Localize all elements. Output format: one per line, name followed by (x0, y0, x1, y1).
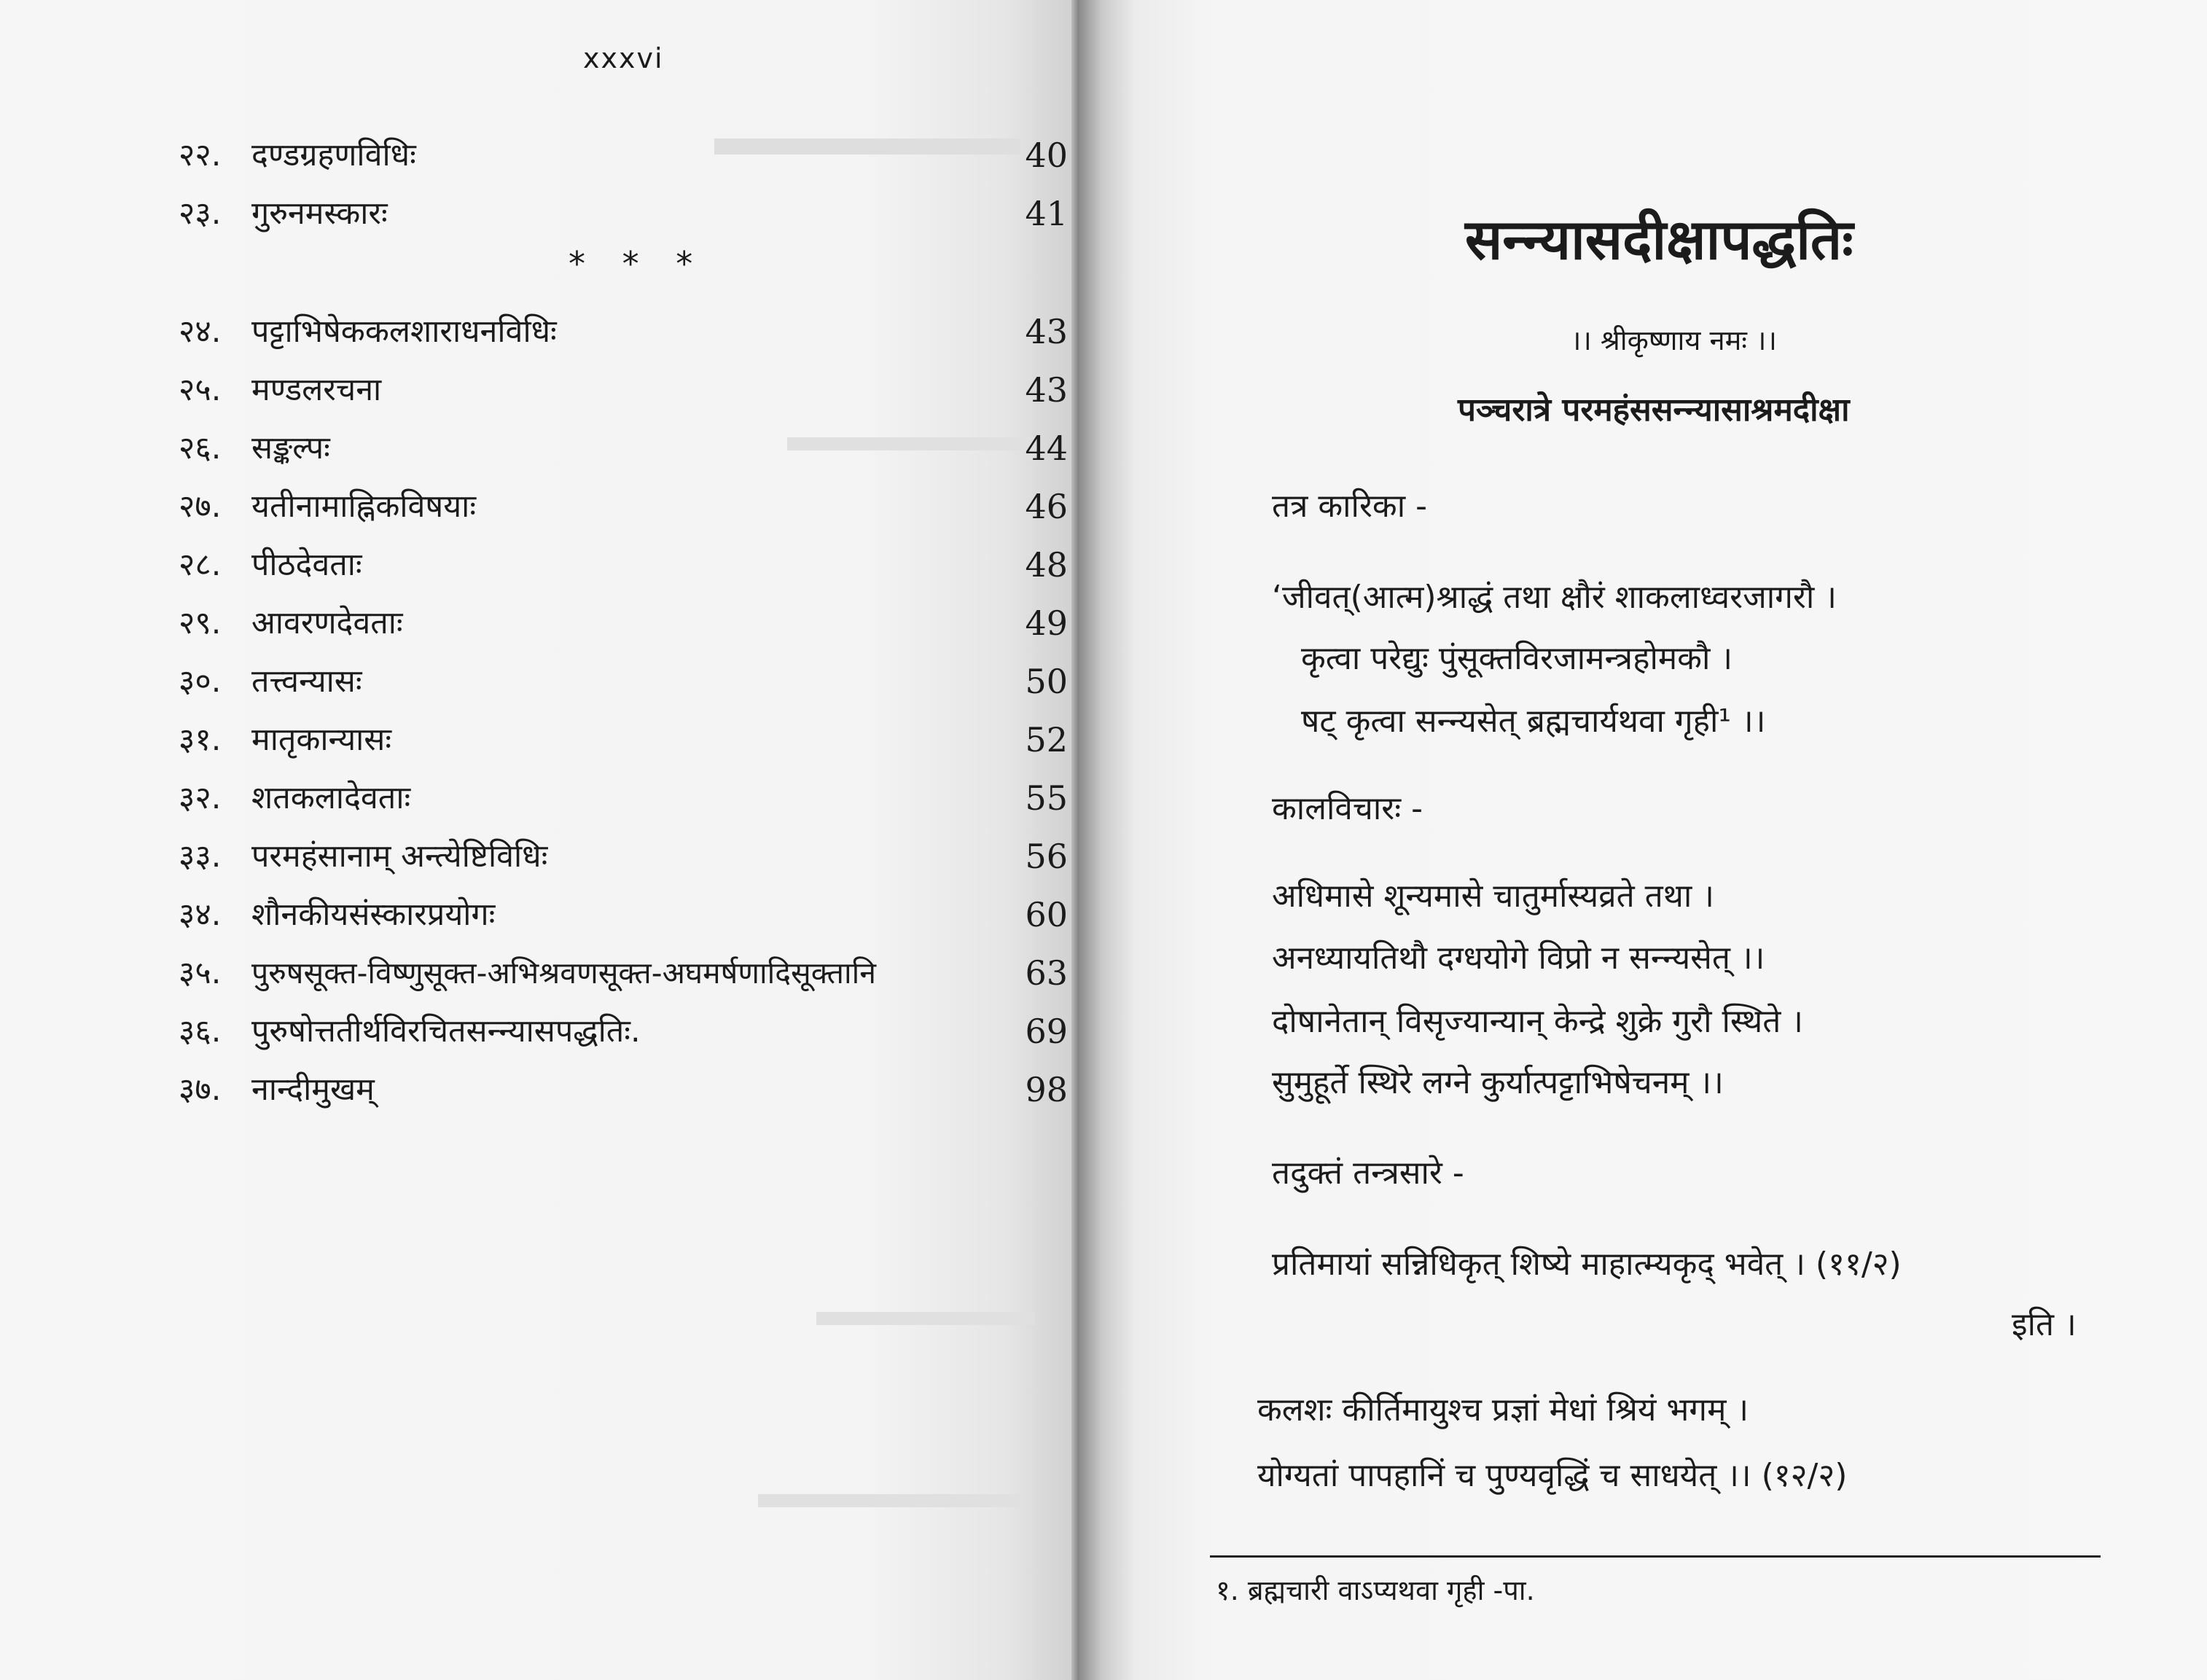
chapter-title: सन्न्यासदीक्षापद्धतिः (1465, 207, 1854, 272)
toc-entry-number: ३०. (179, 663, 222, 700)
toc-entry-page: 56 (1025, 837, 1068, 876)
toc-entry-number: २२. (179, 137, 222, 173)
section-subtitle: पञ्चरात्रे परमहंससन्न्यासाश्रमदीक्षा (1458, 391, 1850, 429)
text-line: अधिमासे शून्यमासे चातुर्मास्यव्रते तथा । (1272, 878, 1714, 915)
text-line: कलशः कीर्तिमायुश्च प्रज्ञां मेधां श्रियं भगम् । (1257, 1391, 1749, 1429)
toc-entry-title: दण्डग्रहणविधिः (251, 137, 416, 173)
toc-entry (179, 834, 1068, 879)
toc-entry-page: 60 (1025, 895, 1068, 934)
toc-entry-page: 44 (1025, 429, 1068, 468)
toc-entry-title: नान्दीमुखम् (251, 1071, 375, 1108)
toc-entry (179, 659, 1068, 704)
text-line: तदुक्तं तन्त्रसारे - (1272, 1154, 1464, 1192)
toc-entry-page: 43 (1025, 370, 1068, 410)
toc-entry-number: २७. (179, 488, 222, 525)
toc-entry-page: 55 (1025, 778, 1068, 818)
toc-entry-page: 49 (1025, 603, 1068, 643)
left-page (0, 0, 1079, 1680)
toc-entry-title: पुरुषसूक्त-विष्णुसूक्त-अभिश्रवणसूक्त-अघमर्षणादिसूक्तानि (251, 956, 877, 991)
toc-entry-title: सङ्कल्पः (251, 430, 330, 466)
text-line: कृत्वा परेद्युः पुंसूक्तविरजामन्त्रहोमकौ । (1301, 640, 1733, 677)
toc-entry-title: पुरुषोत्ततीर्थविरचितसन्न्यासपद्धतिः. (251, 1013, 641, 1050)
toc-entry-number: २३. (179, 195, 222, 232)
toc-entry-number: २४. (179, 313, 222, 350)
toc-entry-title: शतकलादेवताः (251, 780, 411, 816)
toc-entry-page: 41 (1025, 194, 1068, 233)
toc-entry-title: मण्डलरचना (251, 372, 382, 408)
footnote: १. ब्रह्मचारी वाऽप्यथवा गृही -पा. (1216, 1574, 1535, 1606)
toc-entry-page: 98 (1025, 1070, 1068, 1109)
page-number-header: xxxvi (583, 42, 664, 74)
footnote-divider (1210, 1555, 2101, 1558)
text-line: कालविचारः - (1272, 790, 1423, 827)
toc-entry-page: 69 (1025, 1012, 1068, 1051)
toc-entry (179, 367, 1068, 413)
toc-entry (179, 426, 1068, 471)
toc-entry-title: पट्टाभिषेककलशाराधनविधिः (251, 313, 557, 350)
toc-entry-title: यतीनामाह्निकविषयाः (251, 488, 477, 525)
toc-entry (179, 1067, 1068, 1112)
toc-entry-page: 43 (1025, 312, 1068, 351)
toc-entry-page: 63 (1025, 953, 1068, 993)
toc-entry-number: ३४. (179, 896, 222, 933)
text-line: षट् कृत्वा सन्न्यसेत् ब्रह्मचार्यथवा गृही¹ ।। (1301, 703, 1766, 740)
toc-entry-number: ३७. (179, 1071, 222, 1108)
toc-entry-title: आवरणदेवताः (251, 605, 403, 641)
toc-entry-number: २८. (179, 547, 222, 583)
toc-entry (179, 133, 1068, 178)
toc-entry (179, 717, 1068, 762)
toc-entry-number: ३६. (179, 1013, 222, 1050)
toc-entry-number: ३१. (179, 722, 222, 758)
section-separator: * * * (569, 244, 706, 284)
text-line: सुमुहूर्ते स्थिरे लग्ने कुर्यात्पट्टाभिषेचनम् ।। (1272, 1064, 1724, 1101)
text-line: इति । (2012, 1306, 2077, 1343)
toc-entry-number: २५. (179, 372, 222, 408)
toc-entry-page: 48 (1025, 545, 1068, 585)
toc-entry-number: २६. (179, 430, 222, 466)
text-line: तत्र कारिका - (1272, 488, 1427, 525)
toc-entry-page: 52 (1025, 720, 1068, 759)
toc-entry (179, 542, 1068, 587)
text-line: ‘जीवत्(आत्म)श्राद्धं तथा क्षौरं शाकलाध्वरजागरौ । (1272, 579, 1837, 616)
toc-entry-number: ३५. (179, 955, 222, 991)
toc-entry-number: ३२. (179, 780, 222, 816)
toc-entry-page: 50 (1025, 662, 1068, 701)
toc-entry-title: परमहंसानाम् अन्त्येष्टिविधिः (251, 838, 548, 875)
toc-entry-page: 40 (1025, 136, 1068, 175)
text-line: प्रतिमायां सन्निधिकृत् शिष्ये माहात्म्यकृद् भवेत् । (११/२) (1272, 1246, 1902, 1283)
toc-entry (179, 892, 1068, 937)
toc-entry-title: पीठदेवताः (251, 547, 362, 583)
toc-entry (179, 484, 1068, 529)
text-line: योग्यतां पापहानिं च पुण्यवृद्धिं च साधयेत् ।। (१२/२) (1257, 1457, 1848, 1494)
toc-entry (179, 191, 1068, 236)
text-line: अनध्यायतिथौ दग्धयोगे विप्रो न सन्न्यसेत् ।। (1272, 939, 1765, 977)
invocation: ।। श्रीकृष्णाय नमः ।। (1571, 324, 1777, 356)
toc-entry-title: तत्त्वन्यासः (251, 663, 362, 700)
text-line: दोषानेतान् विसृज्यान्यान् केन्द्रे शुक्रे गुरौ स्थिते । (1272, 1003, 1803, 1040)
toc-entry-number: ३३. (179, 838, 222, 875)
toc-entry (179, 309, 1068, 354)
toc-entry-number: २९. (179, 605, 222, 641)
toc-entry (179, 1009, 1068, 1054)
toc-entry (179, 775, 1068, 821)
toc-entry (179, 601, 1068, 646)
toc-entry-page: 46 (1025, 487, 1068, 526)
toc-entry-title: मातृकान्यासः (251, 722, 392, 758)
toc-entry-title: शौनकीयसंस्कारप्रयोगः (251, 896, 496, 933)
toc-entry-title: गुरुनमस्कारः (251, 195, 388, 232)
toc-entry (179, 950, 1068, 996)
